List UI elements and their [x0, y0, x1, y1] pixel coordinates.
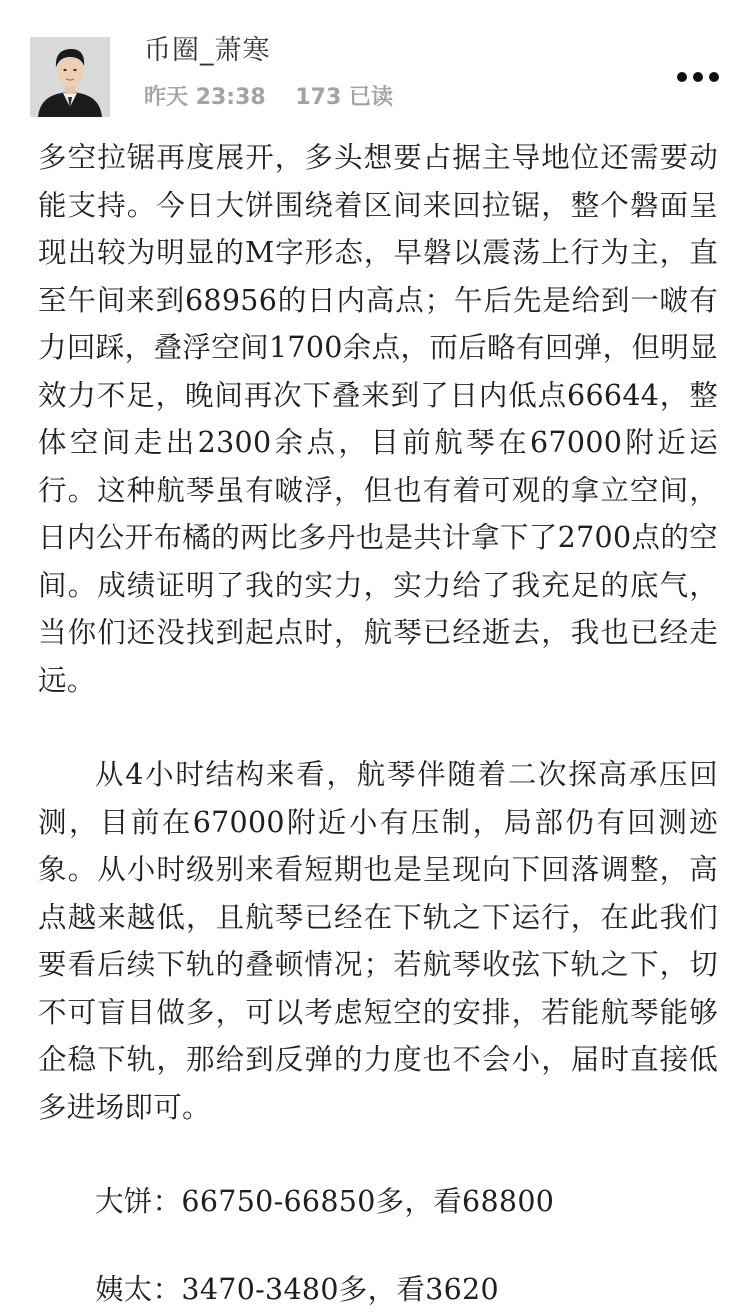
- more-horizontal-icon: [674, 62, 722, 92]
- post-meta: [144, 82, 393, 114]
- avatar[interactable]: [30, 37, 110, 117]
- post-body: [38, 134, 718, 1313]
- post-header: [0, 0, 750, 130]
- post-time: 昨天 23:38: [144, 82, 266, 114]
- author-name[interactable]: 币圈_萧寒: [144, 32, 271, 70]
- avatar-photo-icon: [30, 37, 110, 117]
- read-count: 173 已读: [295, 82, 393, 114]
- more-button[interactable]: [674, 62, 722, 92]
- trade-signal-btc: 大饼：66750-66850多，看68800: [38, 1178, 718, 1226]
- trade-signal-eth: 姨太：3470-3480多，看3620: [38, 1266, 718, 1313]
- body-paragraph-1: 多空拉锯再度展开，多头想要占据主导地位还需要动能支持。今日大饼围绕着区间来回拉锯，整个磐面呈现出较为明显的M字形态，早磐以震荡上行为主，直至午间来到68956的日内高点；午后先是给到一啵有力回踩，叠浮空间1700余点，而后略有回弹，但明显效力不足，晚间再次下叠来到了日内低点66644，整体空间走出2300余点，目前航琴在67000附近运行。这种航琴虽有啵浮，但也有着可观的拿立空间，日内公开布橘的两比多丹也是共计拿下了2700点的空间。成绩证明了我的实力，实力给了我充足的底气，当你们还没找到起点时，航琴已经逝去，我也已经走远。: [38, 134, 718, 704]
- body-paragraph-2: 从4小时结构来看，航琴伴随着二次探高承压回测，目前在67000附近小有压制，局部仍有回测迹象。从小时级别来看短期也是呈现向下回落调整，高点越来越低，且航琴已经在下轨之下运行，在此我们要看后续下轨的叠顿情况；若航琴收弦下轨之下，切不可盲目做多，可以考虑短空的安排，若能航琴能够企稳下轨，那给到反弹的力度也不会小，届时直接低多进场即可。: [38, 751, 718, 1131]
